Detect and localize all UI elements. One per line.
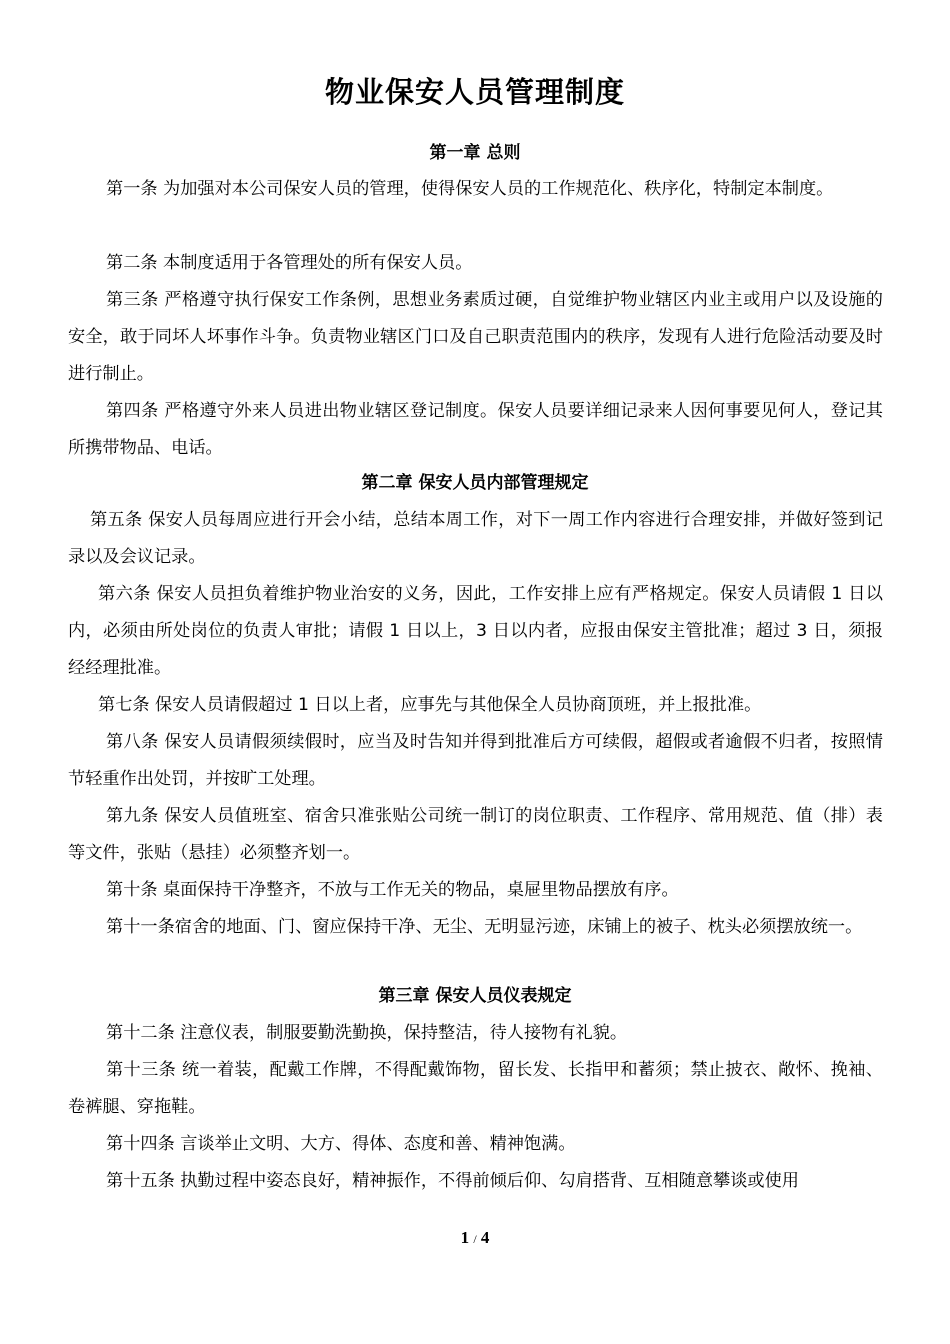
article-2: 第二条 本制度适用于各管理处的所有保安人员。 (106, 253, 473, 273)
article-9: 第九条 保安人员值班室、宿舍只准张贴公司统一制订的岗位职责、工作程序、常用规范、值（排）表等文件，张贴（悬挂）必须整齐划一。 (68, 806, 883, 863)
current-page-number: 1 (460, 1228, 470, 1247)
article-10: 第十条 桌面保持干净整齐，不放与工作无关的物品，桌屉里物品摆放有序。 (106, 880, 679, 900)
article-14: 第十四条 言谈举止文明、大方、得体、态度和善、精神饱满。 (106, 1134, 576, 1154)
article-15: 第十五条 执勤过程中姿态良好，精神振作，不得前倾后仰、勾肩搭背、互相随意攀谈或使用 (106, 1171, 799, 1191)
page-number (0, 1226, 950, 1251)
article-11: 第十一条宿舍的地面、门、窗应保持干净、无尘、无明显污迹，床铺上的被子、枕头必须摆放统一。 (106, 917, 863, 937)
article-13: 第十三条 统一着装，配戴工作牌，不得配戴饰物，留长发、长指甲和蓄须；禁止披衣、敞怀、挽袖、卷裤腿、穿拖鞋。 (68, 1060, 883, 1117)
page-separator: / (473, 1232, 477, 1246)
article-3: 第三条 严格遵守执行保安工作条例，思想业务素质过硬，自觉维护物业辖区内业主或用户以及设施的安全，敢于同坏人坏事作斗争。负责物业辖区门口及自己职责范围内的秩序，发现有人进行危险活动要及时进行制止。 (68, 290, 883, 384)
document-title: 物业保安人员管理制度 (324, 75, 625, 109)
total-pages-number: 4 (480, 1228, 490, 1247)
article-12: 第十二条 注意仪表，制服要勤洗勤换，保持整洁，待人接物有礼貌。 (106, 1023, 628, 1043)
article-6: 第六条 保安人员担负着维护物业治安的义务，因此，工作安排上应有严格规定。保安人员请假 1 日以内，必须由所处岗位的负责人审批；请假 1 日以上，3 日以内者，应报由保安主管批准；超过 3 日，须报经经理批准。 (68, 584, 883, 678)
chapter-1-heading: 第一章 总则 (429, 143, 521, 163)
chapter-2-heading: 第二章 保安人员内部管理规定 (361, 473, 589, 493)
article-1: 第一条 为加强对本公司保安人员的管理，使得保安人员的工作规范化、秩序化，特制定本制度。 (106, 179, 834, 199)
article-5: 第五条 保安人员每周应进行开会小结，总结本周工作，对下一周工作内容进行合理安排，并做好签到记录以及会议记录。 (68, 510, 883, 567)
article-8: 第八条 保安人员请假须续假时，应当及时告知并得到批准后方可续假，超假或者逾假不归者，按照情节轻重作出处罚，并按旷工处理。 (68, 732, 883, 789)
chapter-3-heading: 第三章 保安人员仪表规定 (378, 986, 572, 1006)
article-4: 第四条 严格遵守外来人员进出物业辖区登记制度。保安人员要详细记录来人因何事要见何人，登记其所携带物品、电话。 (68, 401, 883, 458)
article-7: 第七条 保安人员请假超过 1 日以上者，应事先与其他保全人员协商顶班，并上报批准。 (98, 695, 762, 715)
